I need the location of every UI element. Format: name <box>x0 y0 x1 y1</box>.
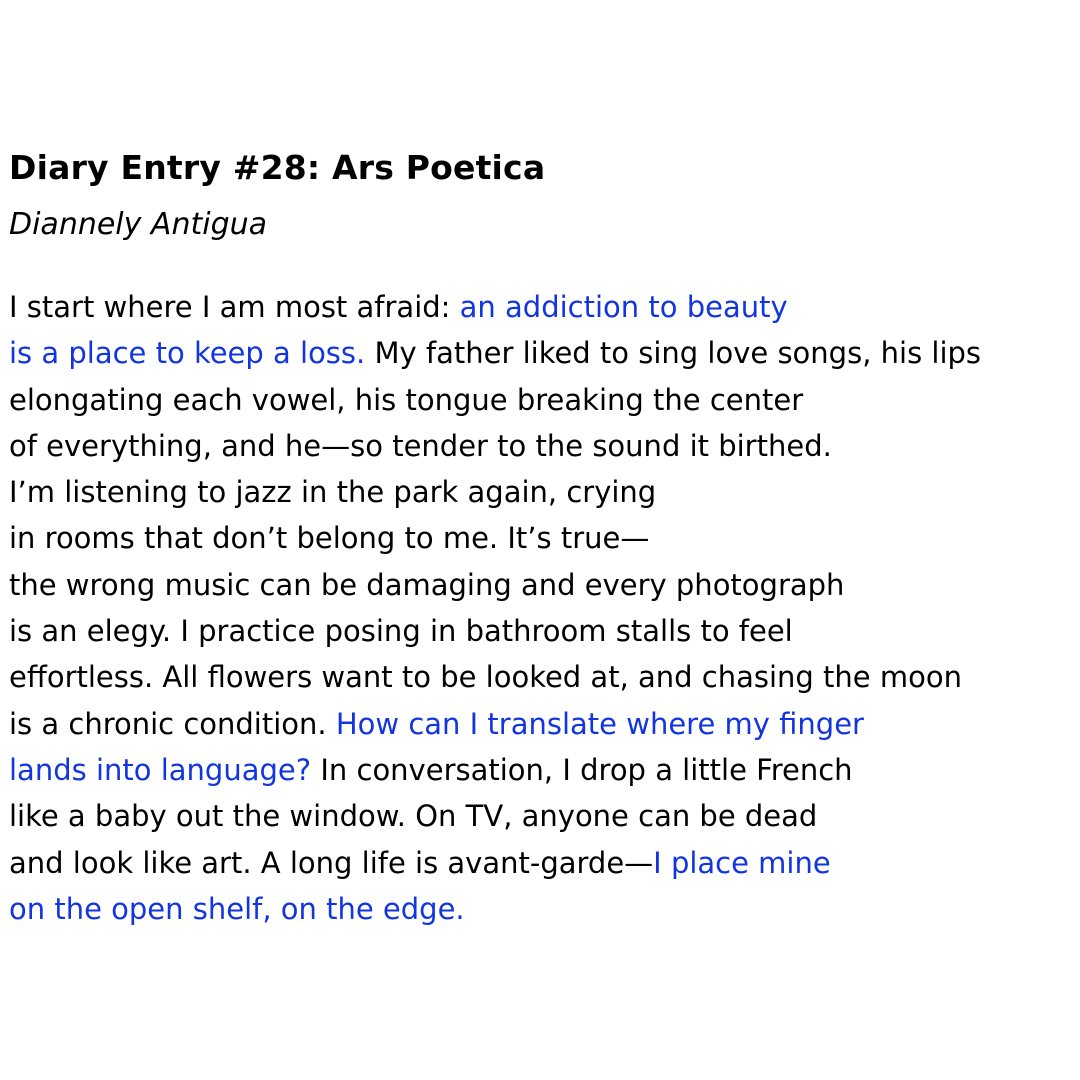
poem-text: and look like art. A long life is avant-garde— <box>9 845 654 880</box>
highlighted-text: I place mine <box>653 845 831 880</box>
poem-line <box>9 793 981 839</box>
poem-line <box>9 886 981 932</box>
poem-text: like a baby out the window. On TV, anyone can be dead <box>9 799 818 834</box>
poem-line <box>9 330 981 376</box>
highlighted-text: an addiction to beauty <box>459 290 788 324</box>
poem-text: is an elegy. I practice posing in bathroom stalls to feel <box>9 614 793 649</box>
poem-text: I start where I am most afraid: <box>9 290 460 324</box>
poem-author: Diannely Antigua <box>9 207 268 242</box>
poem-text: elongating each vowel, his tongue breaking the center <box>9 382 804 417</box>
poem-line <box>9 840 981 886</box>
poem-text: I’m listening to jazz in the park again, crying <box>9 475 657 510</box>
poem-text: effortless. All flowers want to be looked at, and chasing the moon <box>9 660 962 695</box>
poem-text: My father liked to sing love songs, his lips <box>365 336 982 371</box>
poem-line <box>9 284 981 330</box>
poem-line <box>9 608 981 654</box>
poem-text: is a chronic condition. <box>9 706 336 741</box>
poem-text: in rooms that don’t belong to me. It’s true— <box>9 521 650 556</box>
poem-text: the wrong music can be damaging and every photograph <box>9 567 845 602</box>
poem-title: Diary Entry #28: Ars Poetica <box>9 148 546 187</box>
poem-text: In conversation, I drop a little French <box>311 752 853 787</box>
highlighted-text: on the open shelf, on the edge. <box>9 891 465 926</box>
poem-line <box>9 469 981 515</box>
poem-line <box>9 515 981 561</box>
highlighted-text: lands into language? <box>9 752 312 787</box>
poem-line <box>9 701 981 747</box>
poem-line <box>9 423 981 469</box>
poem-line <box>9 562 981 608</box>
poem-line <box>9 654 981 700</box>
highlighted-text: is a place to keep a loss. <box>9 336 366 371</box>
poem-body <box>9 284 981 932</box>
poem-line <box>9 377 981 423</box>
poem-line <box>9 747 981 793</box>
poem-text: of everything, and he—so tender to the sound it birthed. <box>9 428 832 463</box>
highlighted-text: How can I translate where my finger <box>335 706 864 741</box>
